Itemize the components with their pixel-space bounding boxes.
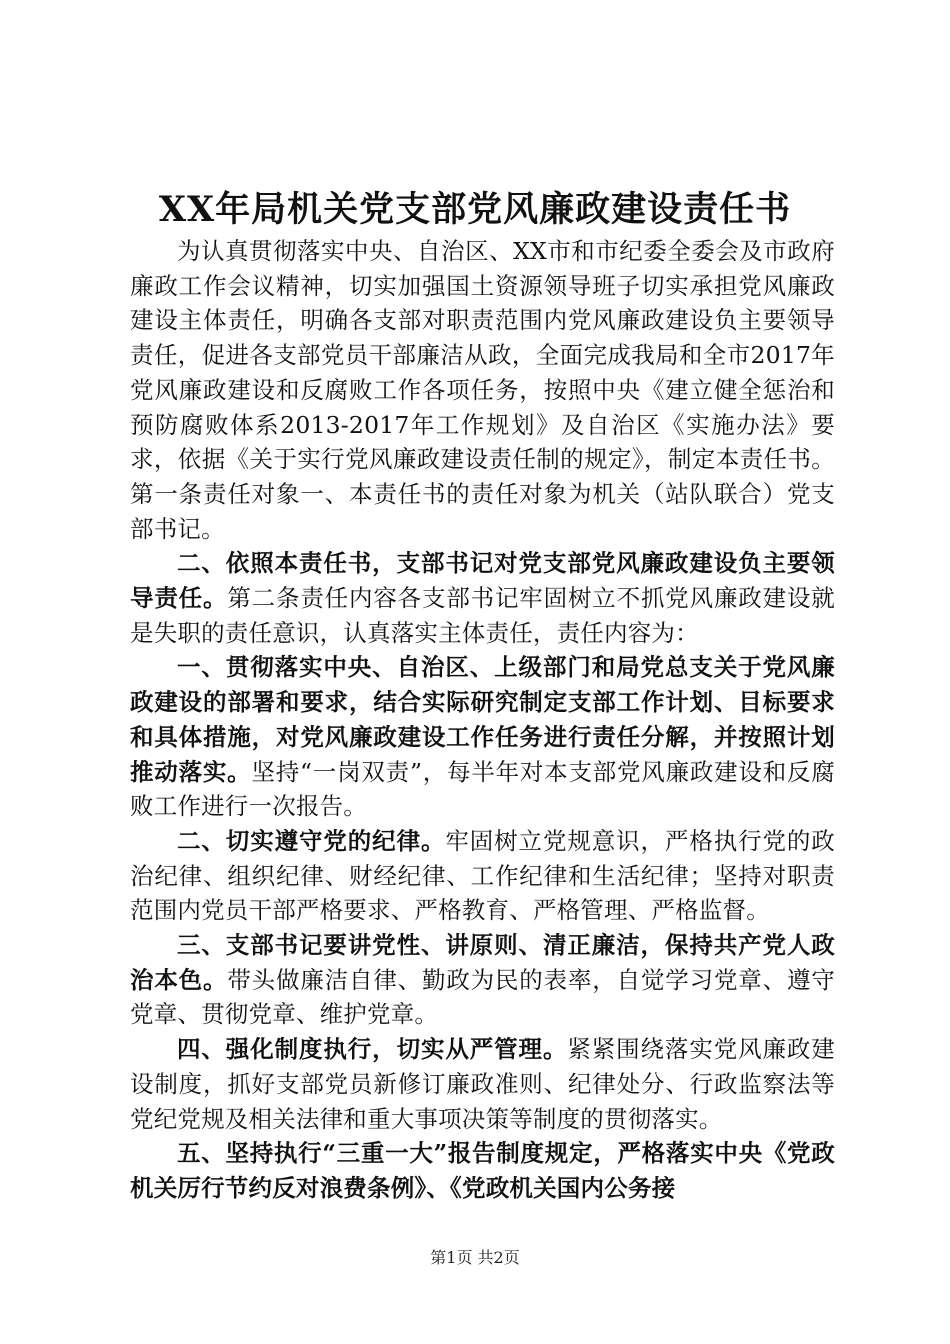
paragraph-lead: 五、坚持执行“三重一大”报告制度规定，严格落实中央《党政机关厉行节约反对浪费条例》、《党政机关国内公务接	[130, 1139, 835, 1202]
page-footer: 第1页 共2页	[430, 1248, 520, 1267]
paragraph-4	[130, 824, 835, 928]
paragraph-5	[130, 928, 835, 1032]
paragraph-text: 为认真贯彻落实中央、自治区、XX市和市纪委全委会及市政府廉政工作会议精神，切实加强国土资源领导班子切实承担党风廉政建设主体责任，明确各支部对职责范围内党风廉政建设负主要领导责任，促进各支部党员干部廉洁从政，全面完成我局和全市2017年党风廉政建设和反腐败工作各项任务，按照中央《建立健全惩治和预防腐败体系2013-2017年工作规划》及自治区《实施办法》要求，依据《关于实行党风廉政建设责任制的规定》，制定本责任书。第一条责任对象一、本责任书的责任对象为机关（站队联合）党支部书记。	[130, 237, 835, 543]
paragraph-text: 坚持“一岗双责”，每半年对本支部党风廉政建设和反腐败工作进行一次报告。	[130, 757, 836, 821]
paragraph-text: 紧紧围绕落实党风廉政建设制度，抓好支部党员新修订廉政准则、纪律处分、行政监察法等党纪党规及相关法律和重大事项决策等制度的贯彻落实。	[130, 1035, 836, 1133]
document-body	[130, 234, 835, 1206]
paragraph-text: 带头做廉洁自律、勤政为民的表率，自觉学习党章、遵守党章、贯彻党章、维护党章。	[130, 965, 835, 1029]
paragraph-lead: 二、依照本责任书，支部书记对党支部党风廉政建设负主要领导责任。	[130, 549, 835, 613]
paragraph-lead: 三、支部书记要讲党性、讲原则、清正廉洁，保持共产党人政治本色。	[130, 931, 835, 994]
paragraph-lead: 二、切实遵守党的纪律。	[177, 826, 446, 855]
paragraph-text: 牢固树立党规意识，严格执行党的政治纪律、组织纪律、财经纪律、工作纪律和生活纪律；坚持对职责范围内党员干部严格要求、严格教育、严格管理、严格监督。	[130, 826, 835, 925]
paragraph-6	[130, 1032, 835, 1136]
paragraph-3	[130, 650, 835, 824]
paragraph-lead: 四、强化制度执行，切实从严管理。	[177, 1035, 568, 1064]
paragraph-7	[130, 1136, 835, 1205]
page-title: XX年局机关党支部党风廉政建设责任书	[158, 189, 792, 230]
paragraph-2	[130, 546, 835, 650]
paragraph-text: 第二条责任内容各支部书记牢固树立不抓党风廉政建设就是失职的责任意识，认真落实主体责任，责任内容为：	[130, 584, 835, 647]
paragraph-1	[130, 234, 835, 546]
paragraph-lead: 一、贯彻落实中央、自治区、上级部门和局党总支关于党风廉政建设的部署和要求，结合实际研究制定支部工作计划、目标要求和具体措施，对党风廉政建设工作任务进行责任分解，并按照计划推动落实。	[130, 653, 835, 786]
